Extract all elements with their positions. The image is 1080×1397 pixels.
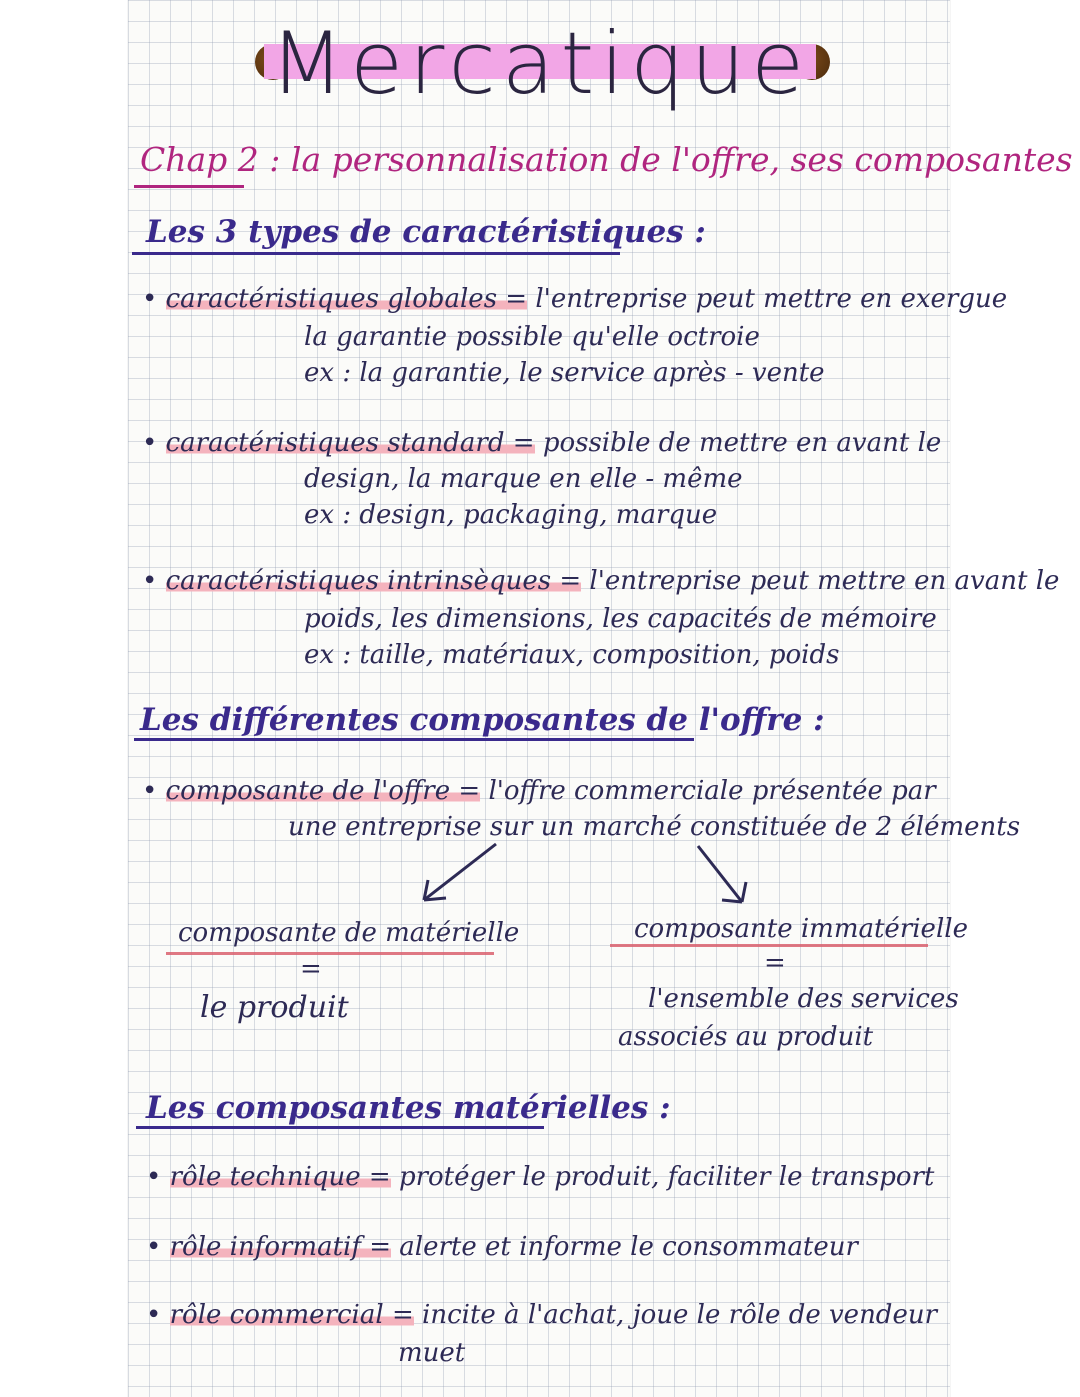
- bullet-technical-role: • rôle technique = protéger le produit, faciliter le transport: [146, 1162, 935, 1192]
- immaterial-component-label: composante immatérielle: [634, 914, 968, 944]
- chapter-title: Chap 2 : la personnalisation de l'offre, ses composantes: [140, 140, 1073, 179]
- global-example: ex : la garantie, le service après - vente: [304, 358, 825, 388]
- bullet-offer-component: • composante de l'offre = l'offre commerciale présentée par: [142, 776, 936, 806]
- immaterial-line-1: l'ensemble des services: [648, 984, 959, 1014]
- bullet-informative-role: • rôle informatif = alerte et informe le consommateur: [146, 1232, 858, 1262]
- standard-line-2: design, la marque en elle - même: [304, 464, 743, 494]
- offer-component-line-2: une entreprise sur un marché constituée de 2 éléments: [288, 812, 1021, 842]
- intrinsic-example: ex : taille, matériaux, composition, poids: [304, 640, 840, 670]
- section-underline: [134, 738, 694, 741]
- material-value: le produit: [200, 990, 349, 1025]
- standard-example: ex : design, packaging, marque: [304, 500, 718, 530]
- section-heading-material-components: Les composantes matérielles :: [146, 1090, 671, 1126]
- bullet-standard: • caractéristiques standard = possible de mettre en avant le: [142, 428, 942, 458]
- material-component-label: composante de matérielle: [178, 918, 520, 948]
- bullet-commercial-role: • rôle commercial = incite à l'achat, joue le rôle de vendeur: [146, 1300, 938, 1330]
- section-heading-offer-components: Les différentes composantes de l'offre :: [140, 702, 825, 738]
- commercial-role-line-2: muet: [398, 1338, 466, 1368]
- bullet-global: • caractéristiques globales = l'entreprise peut mettre en exergue: [142, 284, 1008, 314]
- material-underline: [166, 952, 494, 955]
- section-underline: [136, 1126, 544, 1129]
- global-line-2: la garantie possible qu'elle octroie: [304, 322, 760, 352]
- chapter-underline: [134, 185, 244, 188]
- intrinsic-line-2: poids, les dimensions, les capacités de mémoire: [304, 604, 937, 634]
- immaterial-line-2: associés au produit: [618, 1022, 874, 1052]
- arrow-right-icon: [690, 842, 760, 912]
- section-underline: [132, 252, 620, 255]
- immaterial-underline: [610, 944, 928, 947]
- arrow-left-icon: [410, 840, 510, 910]
- section-heading-characteristics: Les 3 types de caractéristiques :: [146, 214, 706, 250]
- bullet-intrinsic: • caractéristiques intrinsèques = l'entreprise peut mettre en avant le: [142, 566, 1060, 596]
- immaterial-equals: =: [764, 948, 786, 978]
- page-title: Mercatique: [0, 14, 1080, 114]
- material-equals: =: [300, 954, 322, 984]
